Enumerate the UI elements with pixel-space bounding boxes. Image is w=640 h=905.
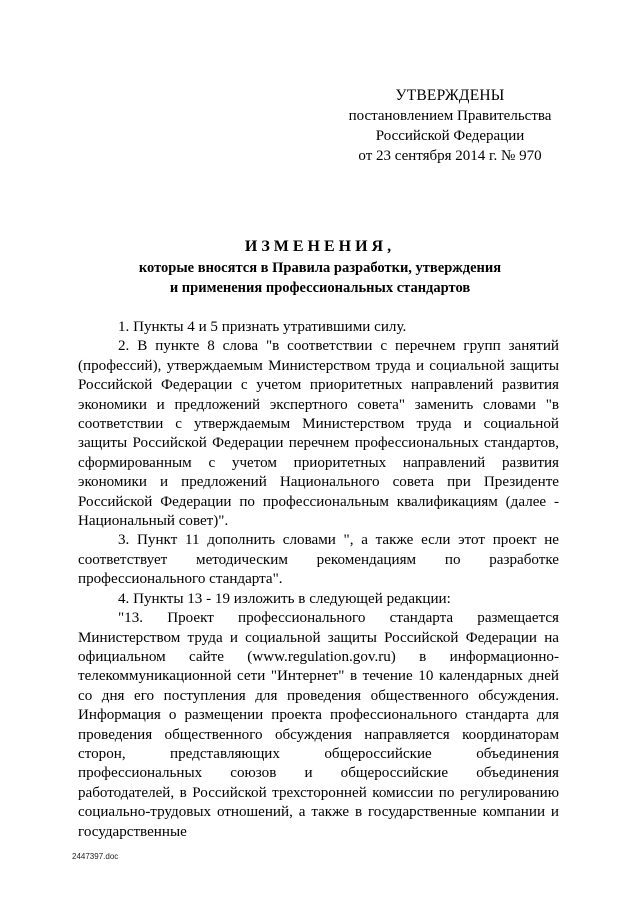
document-subtitle-line-2: и применения профессиональных стандартов [169,280,471,296]
paragraph-2: 2. В пункте 8 слова "в соответствии с перечнем групп занятий (профессий), утверждаемым Министерством труда и социальной защиты Российской Федерации с учетом приоритетных направлений развития экономики и предложений экспертного совета" заменить словами "в соответствии с утверждаемым Министерством труда и социальной защиты Российской Федерации перечнем профессиональных стандартов, сформированным с учетом приоритетных направлений развития экономики и предложений Национального совета при Президенте Российской Федерации по профессиональным квалификациям (далее - Национальный совет)". [78,338,559,530]
approval-title: УТВЕРЖДЕНЫ [395,87,505,104]
document-heading [78,236,562,298]
paragraph-1: 1. Пункты 4 и 5 признать утратившими силу. [118,319,407,335]
paragraph-3: 3. Пункт 11 дополнить словами ", а также если этот проект не соответствует методическим рекомендациям по разработке профессионального стандарта". [78,532,559,588]
footer-file-name: 2447397.doc [72,852,119,861]
approval-line-date-number: от 23 сентября 2014 г. № 970 [358,148,542,164]
document-subtitle-line-1: которые вносятся в Правила разработки, утверждения [138,260,502,276]
approval-block [330,86,570,166]
approval-line-resolution: постановлением Правительства [348,108,552,124]
paragraph-5: "13. Проект профессионального стандарта размещается Министерством труда и социальной защиты Российской Федерации на официальном сайте (www.regulation.gov.ru) в информационно-телекоммуникационной сети "Интернет" в течение 10 календарных дней со дня его поступления для проведения общественного обсуждения. Информация о размещении проекта профессионального стандарта для проведения общественного обсуждения направляется координаторам сторон, представляющих общероссийские объединения профессиональных союзов и общероссийские объединения работодателей, в Российской трехсторонней комиссии по регулированию социально-трудовых отношений, а также в государственные компании и государственные [78,610,559,840]
approval-line-government: Российской Федерации [375,128,525,144]
paragraph-4: 4. Пункты 13 - 19 изложить в следующей редакции: [118,590,451,607]
document-body [78,318,559,842]
document-title: ИЗМЕНЕНИЯ, [244,238,396,255]
